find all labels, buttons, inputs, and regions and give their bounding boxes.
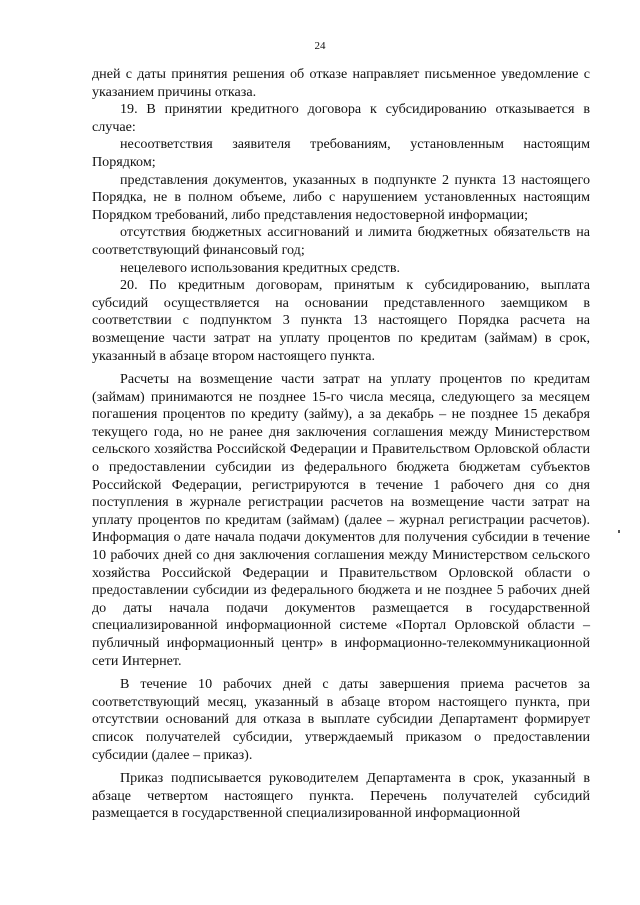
paragraph-reason-misuse: нецелевого использования кредитных средств. (120, 259, 401, 276)
paragraph-reason-noncompliance: несоответствия заявителя требованиям, установленным настоящим Порядком; (92, 136, 590, 170)
paragraph-continuation: дней с даты принятия решения об отказе направляет письменное уведомление с указанием причины отказа. (92, 66, 590, 100)
scan-artifact (618, 530, 620, 533)
paragraph-reason-budget: отсутствия бюджетных ассигнований и лимита бюджетных обязательств на соответствующий финансовый год; (92, 224, 590, 258)
paragraph-clause-20: 20. По кредитным договорам, принятым к субсидированию, выплата субсидий осуществляется на основании представленного заемщиком в соответствии с подпунктом 3 пункта 13 настоящего Порядка расчета на возмещение части затрат на уплату процентов по кредитам (займам) в срок, указанный в абзаце втором настоящего пункта. (92, 277, 590, 364)
paragraph-order: Приказ подписывается руководителем Департамента в срок, указанный в абзаце четвертом настоящего пункта. Перечень получателей субсидий размещается в государственной специализированной информационной (92, 770, 590, 822)
document-body (92, 66, 590, 823)
page-number: 24 (314, 40, 326, 52)
paragraph-reason-documents: представления документов, указанных в подпункте 2 пункта 13 настоящего Порядка, не в полном объеме, либо с нарушением установленных настоящим Порядком требований, либо представления недостоверной информации; (92, 171, 590, 223)
paragraph-recipient-list: В течение 10 рабочих дней с даты завершения приема расчетов за соответствующий месяц, указанный в абзаце втором настоящего пункта, при отсутствии оснований для отказа в выплате субсидии Департамент формирует список получателей субсидии, утверждаемый приказом о предоставлении субсидии (далее – приказ). (92, 676, 590, 763)
paragraph-calculations: Расчеты на возмещение части затрат на уплату процентов по кредитам (займам) принимаются не позднее 15-го числа месяца, следующего за месяцем погашения процентов по кредиту (займу), а за декабрь – не позднее 15 декабря текущего года, но не ранее дня заключения соглашения между Министерством сельского хозяйства Российской Федерации и Правительством Орловской области о предоставлении субсидии из федерального бюджета бюджетам субъектов Российской Федерации, регистрируются в течение 1 рабочего дня со дня поступления в журнале регистрации расчетов на возмещение части затрат на уплату процентов по кредитам (займам) (далее – журнал регистрации расчетов). Информация о дате начала подачи документов для получения субсидии в течение 10 рабочих дней со дня заключения соглашения между Министерством сельского хозяйства Российской Федерации и Правительством Орловской области о предоставлении субсидии из федерального бюджета и не позднее 5 рабочих дней до даты начала подачи документов размещается в государственной специализированной информационной системе «Портал Орловской области – публичный информационный центр» в информационно-телекоммуникационной сети Интернет. (92, 371, 590, 669)
paragraph-clause-19: 19. В принятии кредитного договора к субсидированию отказывается в случае: (92, 101, 590, 135)
